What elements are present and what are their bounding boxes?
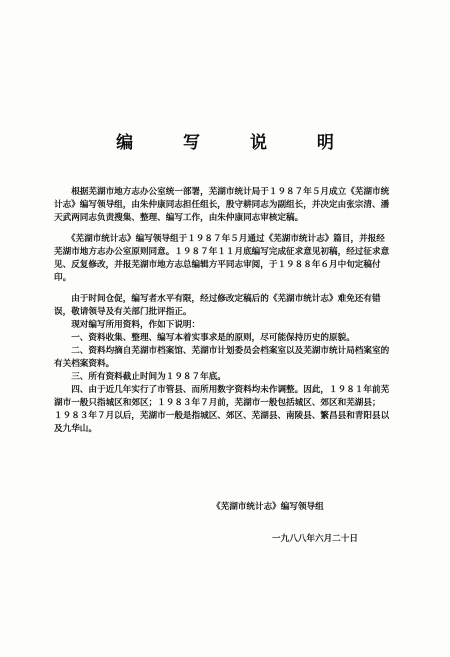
- paragraph-process: [54, 233, 400, 285]
- text-line: 天武两同志负责搜集、整理、编写工作，由朱仲康同志审核定稿。: [54, 213, 304, 223]
- page-title: 编 写 说 明: [116, 133, 356, 153]
- text-line: 见、反复修改，并报芜湖市地方志总编辑方平同志审阅，于１９８８年６月中旬定稿付: [54, 260, 381, 270]
- text-line: 现对编写所用资料，作如下说明：: [54, 320, 201, 330]
- text-line: 三、所有资料截止时间为１９８７年底。: [54, 372, 226, 382]
- text-line: 误，敬请领导及有关部门批评指正。: [54, 307, 192, 317]
- text-line: 湖市一般只指城区和郊区；１９８３年７月前，芜湖市一般包括城区、郊区和芜湖县；: [54, 398, 381, 408]
- text-line: 四、由于近几年实行了市管县、而所用数字资料均未作调整。因此，１９８１年前芜: [54, 385, 390, 395]
- text-line: 计志》编写领导组，由朱仲康同志担任组长，殷守耕同志为副组长，并决定由张宗清、潘: [54, 200, 390, 210]
- text-line: 《芜湖市统计志》编写领导组于１９８７年５月通过《芜湖市统计志》篇目，并报经: [54, 234, 385, 244]
- text-line: 一、资料收集、整理、编写本着实事求是的原则，尽可能保持历史的原貌。: [54, 333, 355, 343]
- paragraph-intro: [54, 186, 400, 225]
- text-line: 二、资料均摘自芜湖市档案馆、芜湖市计划委员会档案室以及芜湖市统计局档案室的: [54, 346, 390, 356]
- text-line: 由于时间仓促，编写者水平有限，经过修改定稿后的《芜湖市统计志》难免还有错: [54, 294, 381, 304]
- text-line: 有关档案资料。: [54, 359, 115, 369]
- text-line: １９８３年７月以后，芜湖市一般是指城区、郊区、芜湖县、南陵县、繁昌县和青阳县以: [54, 411, 390, 421]
- paragraph-notes: [54, 293, 400, 436]
- text-line: 芜湖市地方志办公室原则同意。１９８７年１１月底编写完成征求意见初稿，经过征求意: [54, 247, 390, 257]
- signature-org: 《芜湖市统计志》编写领导组: [212, 502, 324, 512]
- text-line: 根据芜湖市地方志办公室统一部署，芜湖市统计局于１９８７年５月成立《芜湖市统: [54, 187, 390, 197]
- text-line: 及九华山。: [54, 424, 97, 434]
- text-line: 印。: [54, 273, 72, 283]
- signature-date: 一九八八年六月二十日: [272, 534, 358, 544]
